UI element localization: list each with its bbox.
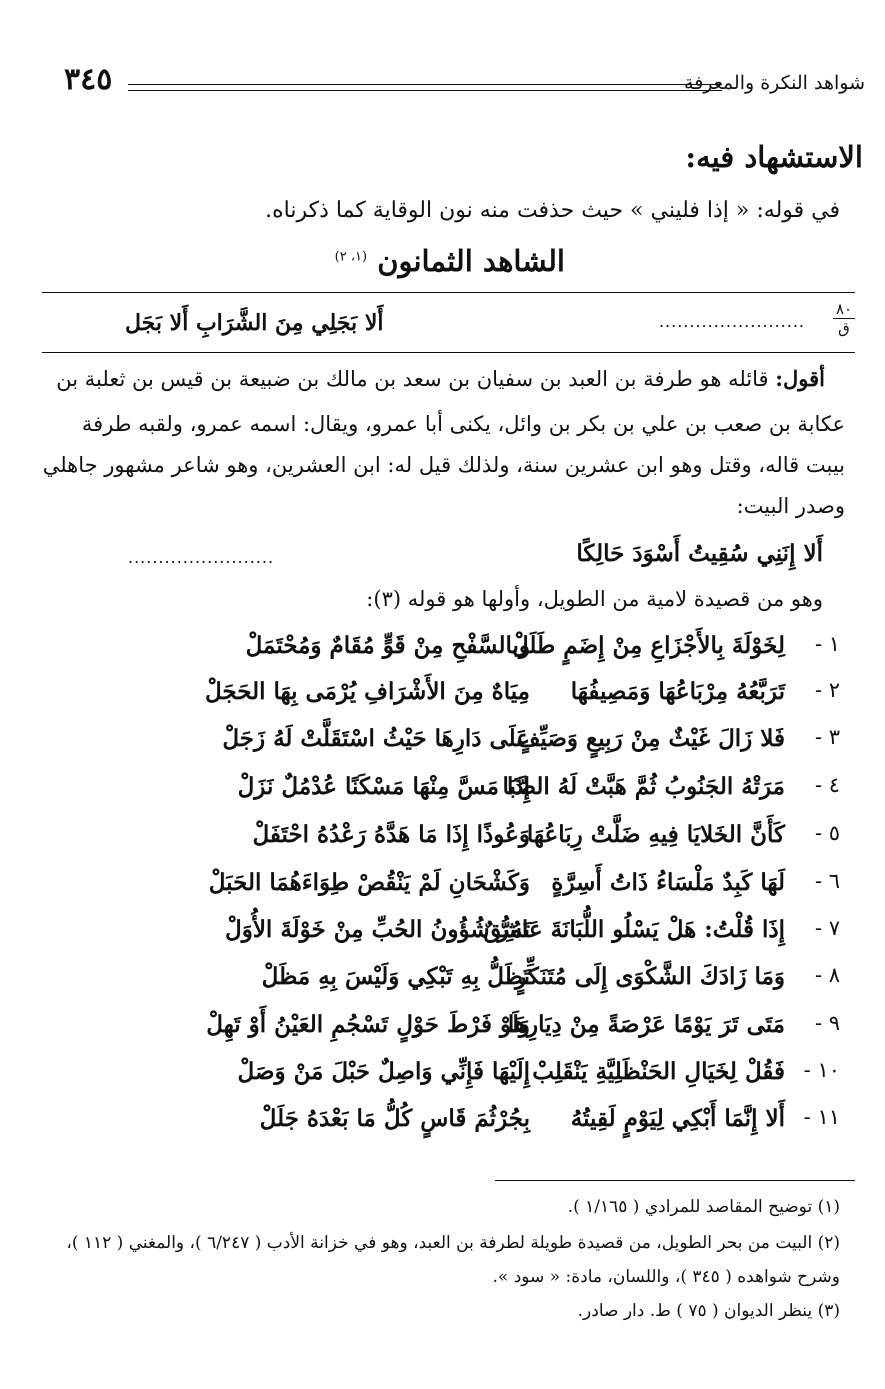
verse-row bbox=[100, 869, 840, 909]
footnote: (٣) ينظر الديوان ( ٧٥ ) ط. دار صادر. bbox=[577, 1301, 840, 1321]
para-line-1 bbox=[56, 366, 825, 391]
verse-hemistich-2-text: بِجُرْثُمَ قَاسٍ كُلُّ مَا بَعْدَهُ جَلَلْ bbox=[259, 1105, 530, 1132]
witness-top-rule bbox=[42, 292, 855, 293]
verse-hemistich-1-text: أَلا إِنَّمَا أَبْكِي لِيَوْمٍ لَقِيتُهُ bbox=[570, 1105, 785, 1132]
verse-row bbox=[100, 963, 840, 1003]
verse-hemistich-1-text: تَرَبَّعُهُ مِرْبَاعُهَا وَمَصِيفُهَا bbox=[570, 678, 785, 705]
verse-hemistich-2-text: وبالسَّفْحِ مِنْ قَوٍّ مُقَامٌ وَمُحْتَمَلْ bbox=[245, 632, 530, 659]
verse-hemistich-2 bbox=[200, 963, 530, 990]
verse-number: ٩ - bbox=[814, 1011, 840, 1035]
verse-hemistich-2-text: عَلَى دَارِهَا حَيْثُ اسْتَقَلَّتْ لَهُ زَجَلْ bbox=[222, 725, 530, 752]
verse-hemistich-2 bbox=[200, 773, 530, 800]
verse-hemistich-1 bbox=[511, 632, 785, 659]
verse-hemistich-1 bbox=[483, 916, 785, 943]
verse-hemistich-1 bbox=[507, 1011, 785, 1038]
verse-hemistich-2 bbox=[200, 916, 530, 943]
verse-hemistich-1 bbox=[516, 725, 785, 752]
verse-hemistich-1 bbox=[551, 869, 785, 896]
running-title: شواهد النكرة والمعرفة bbox=[684, 72, 865, 94]
verse-number: ٦ - bbox=[814, 869, 840, 893]
footnote-marker: (١، ٢) bbox=[334, 249, 368, 265]
verse-hemistich-1-text: كَأَنَّ الخَلايَا فِيهِ ضَلَّتْ رِبَاعُهَا bbox=[526, 821, 785, 848]
verse-number: ١٠ - bbox=[803, 1058, 840, 1082]
verse-hemistich-2-text: وَلَوْ فَرْطَ حَوْلٍ تَسْجُمِ العَيْنُ أَوْ تَهِلْ bbox=[206, 1011, 530, 1038]
verse-number: ٧ - bbox=[814, 916, 840, 940]
verse-hemistich-2-text: إِذَا مَسَّ مِنْهَا مَسْكَنًا عُدْمُلٌ نَزَلْ bbox=[237, 773, 530, 800]
verse-hemistich-2-text: تَظَلُّ بِهِ تَبْكِي وَلَيْسَ بِهِ مَظَلْ bbox=[261, 963, 530, 990]
verse-hemistich-1 bbox=[570, 678, 785, 705]
verse-hemistich-2-text: إِلَيْهَا فَإِنِّي وَاصِلٌ حَبْلَ مَنْ وَصَلْ bbox=[237, 1058, 530, 1085]
verse-hemistich-2-text: وَعُوذًا إِذَا مَا هَدَّهُ رَعْدُهُ احْتَفَلْ bbox=[252, 821, 530, 848]
verse-row bbox=[100, 821, 840, 861]
verse-hemistich-1-text: لَهَا كَبِدٌ مَلْسَاءُ ذَاتُ أَسِرَّةٍ bbox=[551, 869, 785, 896]
witness-bottom-rule bbox=[42, 352, 855, 353]
poem-intro: وهو من قصيدة لامية من الطويل، وأولها هو قوله (٣): bbox=[366, 587, 823, 611]
witness-dots: ........................ bbox=[658, 312, 805, 331]
verse-row bbox=[100, 725, 840, 765]
header-rule bbox=[128, 84, 722, 91]
verse-hemistich-2 bbox=[200, 1011, 530, 1038]
verse-row bbox=[100, 632, 840, 672]
verse-number: ٣ - bbox=[814, 725, 840, 749]
witness-number-value: ٨٠ bbox=[833, 300, 855, 319]
verse-hemistich-2 bbox=[200, 678, 530, 705]
verse-hemistich-1 bbox=[526, 821, 785, 848]
verse-number: ٨ - bbox=[814, 963, 840, 987]
verse-hemistich-2 bbox=[200, 821, 530, 848]
verse-hemistich-2-text: تَمُرُّ شُؤُونُ الحُبِّ مِنْ خَوْلَةَ الأُوَلْ bbox=[225, 916, 530, 943]
verse-number: ١١ - bbox=[803, 1105, 840, 1129]
verse-hemistich-2 bbox=[200, 1105, 530, 1132]
para-line-3: بيبت قاله، وقتل وهو ابن عشرين سنة، ولذلك قيل له: ابن العشرين، وهو شاعر مشهور جاهلي bbox=[42, 453, 845, 477]
verse-hemistich-1-text: مَتَى تَرَ يَوْمًا عَرْصَةً مِنْ دِيَارِهَا bbox=[507, 1011, 785, 1038]
verse-hemistich-1 bbox=[532, 1058, 785, 1085]
verse-hemistich-1 bbox=[515, 963, 785, 990]
verse-hemistich-2 bbox=[200, 1058, 530, 1085]
footnote: (١) توضيح المقاصد للمرادي ( ١/١٦٥ ). bbox=[567, 1197, 840, 1217]
verse-hemistich-1-text: لِخَوْلَةَ بِالأَجْزَاعِ مِنْ إِضَمٍ طَلَلْ bbox=[511, 632, 785, 659]
para-line-2: عكابة بن صعب بن علي بن بكر بن وائل، يكنى أبا عمرو، ويقال: اسمه عمرو، ولقبه طرفة bbox=[81, 412, 845, 436]
shahid-title-text: الشاهد الثمانون bbox=[377, 244, 565, 278]
footnote: (٢) البيت من بحر الطويل، من قصيدة طويلة لطرفة بن العبد، وهو في خزانة الأدب ( ٦/٢٤٧ )، والمغني ( ١١٢ )، bbox=[66, 1233, 840, 1253]
verse-hemistich-2 bbox=[200, 725, 530, 752]
verse-number: ٥ - bbox=[814, 821, 840, 845]
istishhad-text: في قوله: « إذا فليني » حيث حذفت منه نون الوقاية كما ذكرناه. bbox=[265, 198, 840, 223]
witness-text: أَلا بَجَلِي مِنَ الشَّرَابِ أَلا بَجَل bbox=[125, 310, 384, 336]
verse-row bbox=[100, 678, 840, 718]
verse-number: ٤ - bbox=[814, 773, 840, 797]
shahid-title bbox=[335, 244, 565, 278]
verse-hemistich-1-text: مَرَتْهُ الجَنُوبُ ثُمَّ هَبَّتْ لَهُ الصَّبَا bbox=[502, 773, 785, 800]
verse-number: ٢ - bbox=[814, 678, 840, 702]
verse-row bbox=[100, 1058, 840, 1098]
verse-hemistich-1 bbox=[502, 773, 785, 800]
verse-hemistich-2 bbox=[200, 632, 530, 659]
verse-row bbox=[100, 773, 840, 813]
verse-hemistich-1 bbox=[570, 1105, 785, 1132]
verse-hemistich-1-text: فَلا زَالَ غَيْثٌ مِنْ رَبِيعٍ وَصَيِّفٍ bbox=[516, 725, 785, 752]
verse-number: ١ - bbox=[814, 632, 840, 656]
witness-number bbox=[833, 300, 855, 337]
verse-hemistich-1-text: فَقُلْ لِخَيَالِ الحَنْظَلِيَّةِ يَنْقَلِبْ bbox=[532, 1058, 785, 1085]
verse-hemistich-2-text: وَكَشْحَانِ لَمْ يَنْقُصْ طِوَاءَهُمَا الحَبَلْ bbox=[208, 869, 530, 896]
footnote-rule bbox=[495, 1180, 855, 1181]
verse-row bbox=[100, 916, 840, 956]
verse-row bbox=[100, 1105, 840, 1145]
para-line-1-text: قائله هو طرفة بن العبد بن سفيان بن سعد بن مالك بن ضبيعة بن قيس بن ثعلبة بن bbox=[56, 367, 769, 391]
footnote: وشرح شواهده ( ٣٤٥ )، واللسان، مادة: « سود ». bbox=[492, 1267, 840, 1287]
verse-row bbox=[100, 1011, 840, 1051]
sadr-dots: ........................ bbox=[128, 548, 275, 567]
verse-hemistich-1-text: وَمَا زَادَكَ الشَّكْوَى إِلَى مُتَنَكِّرٍ bbox=[515, 963, 785, 990]
page-number: ٣٤٥ bbox=[64, 62, 113, 97]
sadr-text: أَلا إِنَنِي سُقِيتُ أَسْوَدَ حَالِكًا bbox=[576, 540, 823, 567]
verse-hemistich-1-text: إِذَا قُلْتُ: هَلْ يَسْلُو اللُّبَانَةَ عَاشِقٌ bbox=[483, 916, 785, 943]
verse-hemistich-2 bbox=[200, 869, 530, 896]
verse-hemistich-2-text: مِيَاهٌ مِنَ الأَشْرَافِ يُرْمَى بِهَا الحَجَلْ bbox=[205, 678, 530, 705]
para-label: أقول: bbox=[775, 366, 825, 391]
istishhad-heading: الاستشهاد فيه: bbox=[685, 140, 863, 174]
witness-number-letter: ق bbox=[838, 319, 850, 337]
para-line-4: وصدر البيت: bbox=[736, 494, 845, 518]
